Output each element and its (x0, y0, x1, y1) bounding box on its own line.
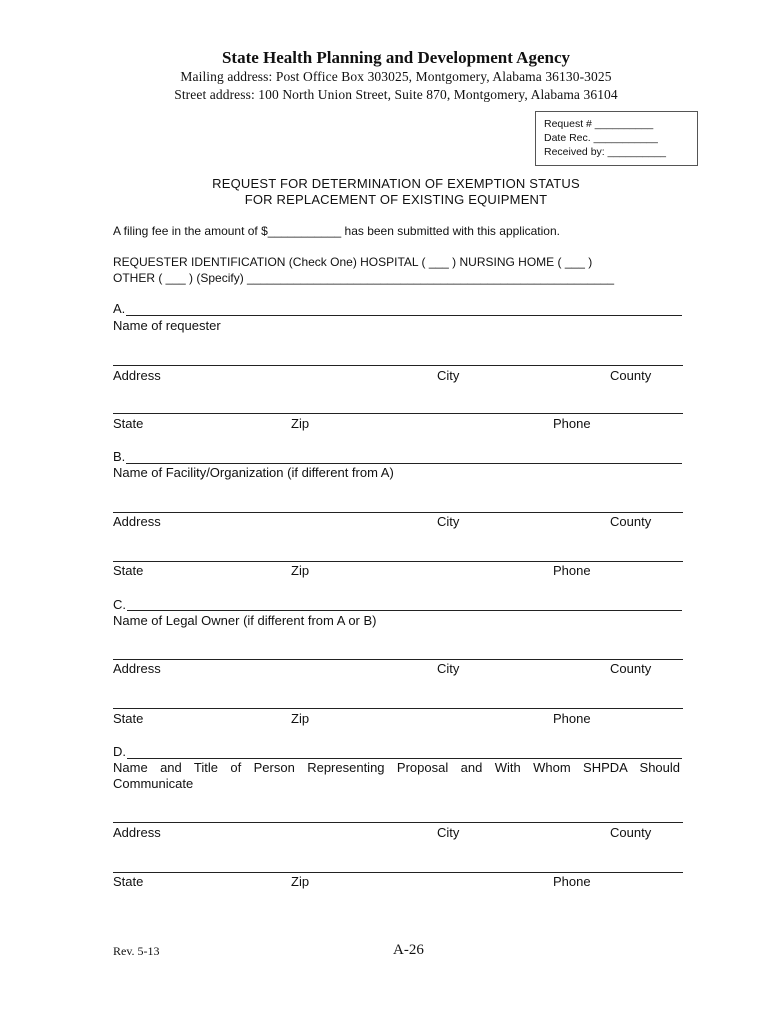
section-b-state-line[interactable] (113, 561, 683, 562)
section-a-zip-label: Zip (291, 416, 310, 431)
section-b-city-label: City (437, 514, 460, 529)
revision-note: Rev. 5-13 (113, 944, 160, 958)
section-a-state-label: State (113, 416, 144, 431)
form-heading-line-2: FOR REPLACEMENT OF EXISTING EQUIPMENT (244, 192, 548, 207)
street-address: Street address: 100 North Union Street, Suite 870, Montgomery, Alabama 36104 (174, 87, 618, 102)
section-d-caption-text: Name and Title of Person Representing Proposal and With Whom SHPDA Should (113, 760, 680, 775)
section-c-address-line[interactable] (113, 659, 683, 660)
section-c-address-label: Address (113, 661, 161, 676)
section-a-address-line[interactable] (113, 365, 683, 366)
section-d-address-label: Address (113, 825, 161, 840)
section-a-phone-label: Phone (553, 416, 591, 431)
section-a-city-label: City (437, 368, 460, 383)
section-b-name-line[interactable] (126, 463, 682, 464)
section-d-address-line[interactable] (113, 822, 683, 823)
section-c-county-label: County (610, 661, 652, 676)
section-d-state-line[interactable] (113, 872, 683, 873)
section-a-letter: A. (113, 301, 126, 316)
section-c-city-label: City (437, 661, 460, 676)
section-b-zip-label: Zip (291, 563, 310, 578)
section-c-caption: Name of Legal Owner (if different from A or B) (113, 613, 377, 628)
section-b-county-label: County (610, 514, 652, 529)
section-b-letter: B. (113, 449, 126, 464)
section-a-state-line[interactable] (113, 413, 683, 414)
mailing-address: Mailing address: Post Office Box 303025, Montgomery, Alabama 36130-3025 (180, 69, 612, 84)
form-heading-line-1: REQUEST FOR DETERMINATION OF EXEMPTION STATUS (212, 176, 580, 191)
section-d-letter: D. (113, 744, 126, 759)
section-d-county-label: County (610, 825, 652, 840)
received-by-field: Received by: __________ (544, 146, 667, 158)
requester-identification: REQUESTER IDENTIFICATION (Check One) HOSPITAL ( ___ ) NURSING HOME ( ___ ) (113, 255, 593, 269)
section-c-state-line[interactable] (113, 708, 683, 709)
section-c-phone-label: Phone (553, 711, 591, 726)
section-b-address-label: Address (113, 514, 161, 529)
section-a-county-label: County (610, 368, 652, 383)
section-b-address-line[interactable] (113, 512, 683, 513)
section-b-phone-label: Phone (553, 563, 591, 578)
filing-fee-statement: A filing fee in the amount of $___________ has been submitted with this application. (113, 224, 560, 238)
section-d-name-line[interactable] (127, 758, 682, 759)
agency-title: State Health Planning and Development Agency (221, 48, 571, 67)
section-c-state-label: State (113, 711, 144, 726)
date-received-field: Date Rec. ___________ (544, 132, 658, 144)
section-d-caption-line-2: Communicate (113, 776, 194, 791)
office-use-box (535, 111, 698, 166)
section-a-name-line[interactable] (126, 315, 682, 316)
section-d-caption-line-1 (113, 760, 680, 775)
section-d-zip-label: Zip (291, 874, 310, 889)
section-a-caption: Name of requester (113, 318, 221, 333)
page-number: A-26 (393, 942, 424, 958)
request-number-field: Request # __________ (544, 118, 654, 130)
section-a-address-label: Address (113, 368, 161, 383)
requester-other-specify: OTHER ( ___ ) (Specify) _______________________________________________________ (113, 271, 615, 285)
section-d-state-label: State (113, 874, 144, 889)
section-d-phone-label: Phone (553, 874, 591, 889)
section-b-caption: Name of Facility/Organization (if different from A) (113, 465, 394, 480)
section-c-letter: C. (113, 597, 126, 612)
section-c-zip-label: Zip (291, 711, 310, 726)
section-b-state-label: State (113, 563, 144, 578)
section-c-name-line[interactable] (127, 610, 682, 611)
section-d-city-label: City (437, 825, 460, 840)
